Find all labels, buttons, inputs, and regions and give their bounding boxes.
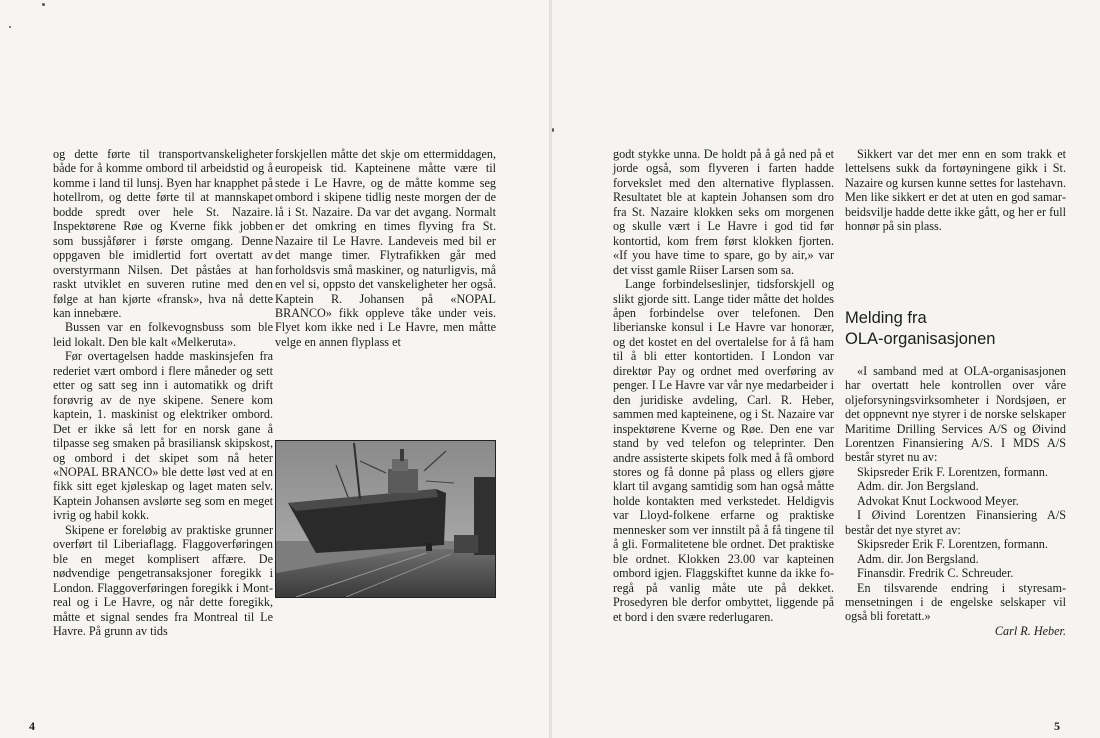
paragraph: Adm. dir. Jon Bergsland.: [857, 551, 979, 566]
paragraph: Bussen var en folkevognsbuss som ble leid lokalt. Den ble kalt «Melkeruta».: [53, 320, 273, 349]
page-number: 4: [29, 719, 35, 733]
paragraph: Finansdir. Fredrik C. Schreuder.: [857, 566, 1014, 581]
section-heading-line-1: Melding fra: [845, 308, 927, 327]
page-number: 5: [1054, 719, 1060, 733]
paragraph: Før overtagelsen hadde maskinsjefen fra rederiet vært ombord i flere måneder og sett etter og satt seg inn i automatikk og drift forøvrig av de nye skipene. Senere kom kaptein, 1. maskinist og elektriker ombord. Det er ikke så lett for en norsk gane å tilpasse seg smaken på brasiliansk skipskost, og ombord i det skipet som nå heter «NOPAL BRANCO» ble dette løst ved at en fikk sitt eget kjøleskap og laget maten selv. Kaptein Johansen avslørte seg som en meget ivrig og habil kokk.: [53, 349, 273, 523]
left-page: [0, 0, 549, 738]
paragraph: forskjellen måtte det skje om ettermiddagen, europeisk tid. Kapteinene måtte være til stede i Le Havre, og de måtte komme seg ombord i skipene tidlig neste morgen der de lå i St. Nazaire. Da var det avgang. Normalt er det omkring en times flyving fra St. Nazaire til Le Havre. Landeveis med bil er det mange timer. Flytrafikken går med forholdsvis små maskiner, og naturligvis, må en vel si, oppsto det vanskeligheter her også. Kaptein R. Johansen på «NOPAL BRANCO» fikk oppleve tåke under veis. Flyet kom ikke ned i Le Havre, men måtte velge en annen flyplass et: [275, 147, 496, 349]
article-column-1: [53, 147, 273, 638]
paragraph: En tilsvarende endring i styresammensetningen i de engelske selskaper vil også bli foretatt.»: [845, 580, 1066, 624]
print-speck: [552, 128, 554, 132]
paragraph: Skipsreder Erik F. Lorentzen, formann.: [857, 464, 1048, 479]
spacer: [845, 234, 1066, 308]
paragraph: godt stykke unna. De holdt på å gå ned på et jorde også, som flyveren i farten hadde forvekslet med den alternative flyplassen. Resultatet ble at kaptein Johansen som dro fra St. Nazaire klokken seks om morgenen og skulle vært i Le Havre i god tid før kontortid, kom frem først klokken fjorten. «If you have time to spare, go by air,» var det visst gamle Riiser Larsen som sa.: [613, 147, 834, 277]
section-heading-line-2: OLA-organisasjonen: [845, 329, 996, 348]
article-column-4: [845, 147, 1066, 638]
article-column-2: [275, 147, 496, 349]
section-heading: [845, 308, 1066, 350]
signature: Carl R. Heber.: [994, 623, 1066, 638]
paragraph: Skipene er foreløbig av praktiske grunner overført til Liberiaflagg. Flaggoverføringen ble en meget komplisert affære. De nødvendige pengetransaksjoner foregikk i London. Flaggoverføringen foregikk i Montreal og i Le Havre, og når dette foregikk, måtte et signal sendes fra Montreal til Le Havre. På grunn av tids: [53, 522, 273, 638]
paragraph: «I samband med at OLA-organisasjonen har overtatt hele kontrollen over våre oljeforsyningsvirksomheter i Nordsjøen, er det oppnevnt nye styrer i de norske selskaper Maritime Drilling Services A/S og Øivind Lorentzen Finansiering A/S. I MDS A/S består styret nu av:: [845, 363, 1066, 465]
ship-photo: [275, 440, 496, 598]
paragraph: og dette førte til transportvanskeligheter både for å komme ombord til arbeidstid og å komme i land til lunsj. Byen har knapphet på hotellrom, og dette førte til at mannskapet bodde spredt over hele St. Nazaire. Inspektørene Røe og Kverne fikk jobben som bussjåfører i første omgang. Denne oppgaven ble imidlertid fort overtatt av overstyrmann Nilsen. Det påståes at han raskt utviklet en suveren rutine med den følge at han kjørte «fransk», hva nå dette kan innebære.: [53, 147, 273, 320]
paragraph: Lange forbindelseslinjer, tidsforskjell og slikt gjorde sitt. Lange tider måtte det holdes åpen forbindelse over telefonen. Den liberianske konsul i Le Havre var honorær, og det kostet en del overtalelse for å få ham til å bli etter kontortiden. I London var direktør Pay og ordnet med overføring av penger. I Le Havre var vår nye medarbeider i den juridiske avdeling, Carl. R. Heber, sammen med kapteinene, og i St. Nazaire var inspektørene Kverne og Røe. Den ene var stand by ved telefon og teleprinter. Den andre assisterte skipets folk med å få ombord stores og få donne på plass og ellers gjøre klart til avgang samtidig som han også måtte holde kontakten med verkstedet. Heldigvis var Lloyd-folkene erfarne og praktiske mennesker som ver innstilt på å få tingene til å gli. Formalitetene ble ordnet. Det praktiske ble ordnet. Klokken 23.00 var kapteinen ombord igjen. Flaggskiftet kunne da ikke foregå på vanlig måte ute på dekket. Prosedyren ble derfor ombyttet, liggende på et bord i den svære rederlugaren.: [613, 277, 834, 624]
article-column-3: [613, 147, 834, 624]
paragraph: Advokat Knut Lockwood Meyer.: [857, 493, 1019, 508]
paragraph: Sikkert var det mer enn en som trakk et lettelsens sukk da fortøyningene gikk i St. Nazaire og kursen kunne settes for lastehavn. Men like sikkert er det at uten en god samarbeidsvilje hadde dette ikke gått, og her er full honnør på sin plass.: [845, 147, 1066, 234]
print-speck: [42, 3, 45, 6]
paragraph: I Øivind Lorentzen Finansiering A/S består det nye styret av:: [845, 508, 1066, 537]
paragraph: Skipsreder Erik F. Lorentzen, formann.: [857, 537, 1048, 552]
print-speck: [9, 26, 11, 28]
paragraph: Adm. dir. Jon Bergsland.: [857, 479, 979, 494]
